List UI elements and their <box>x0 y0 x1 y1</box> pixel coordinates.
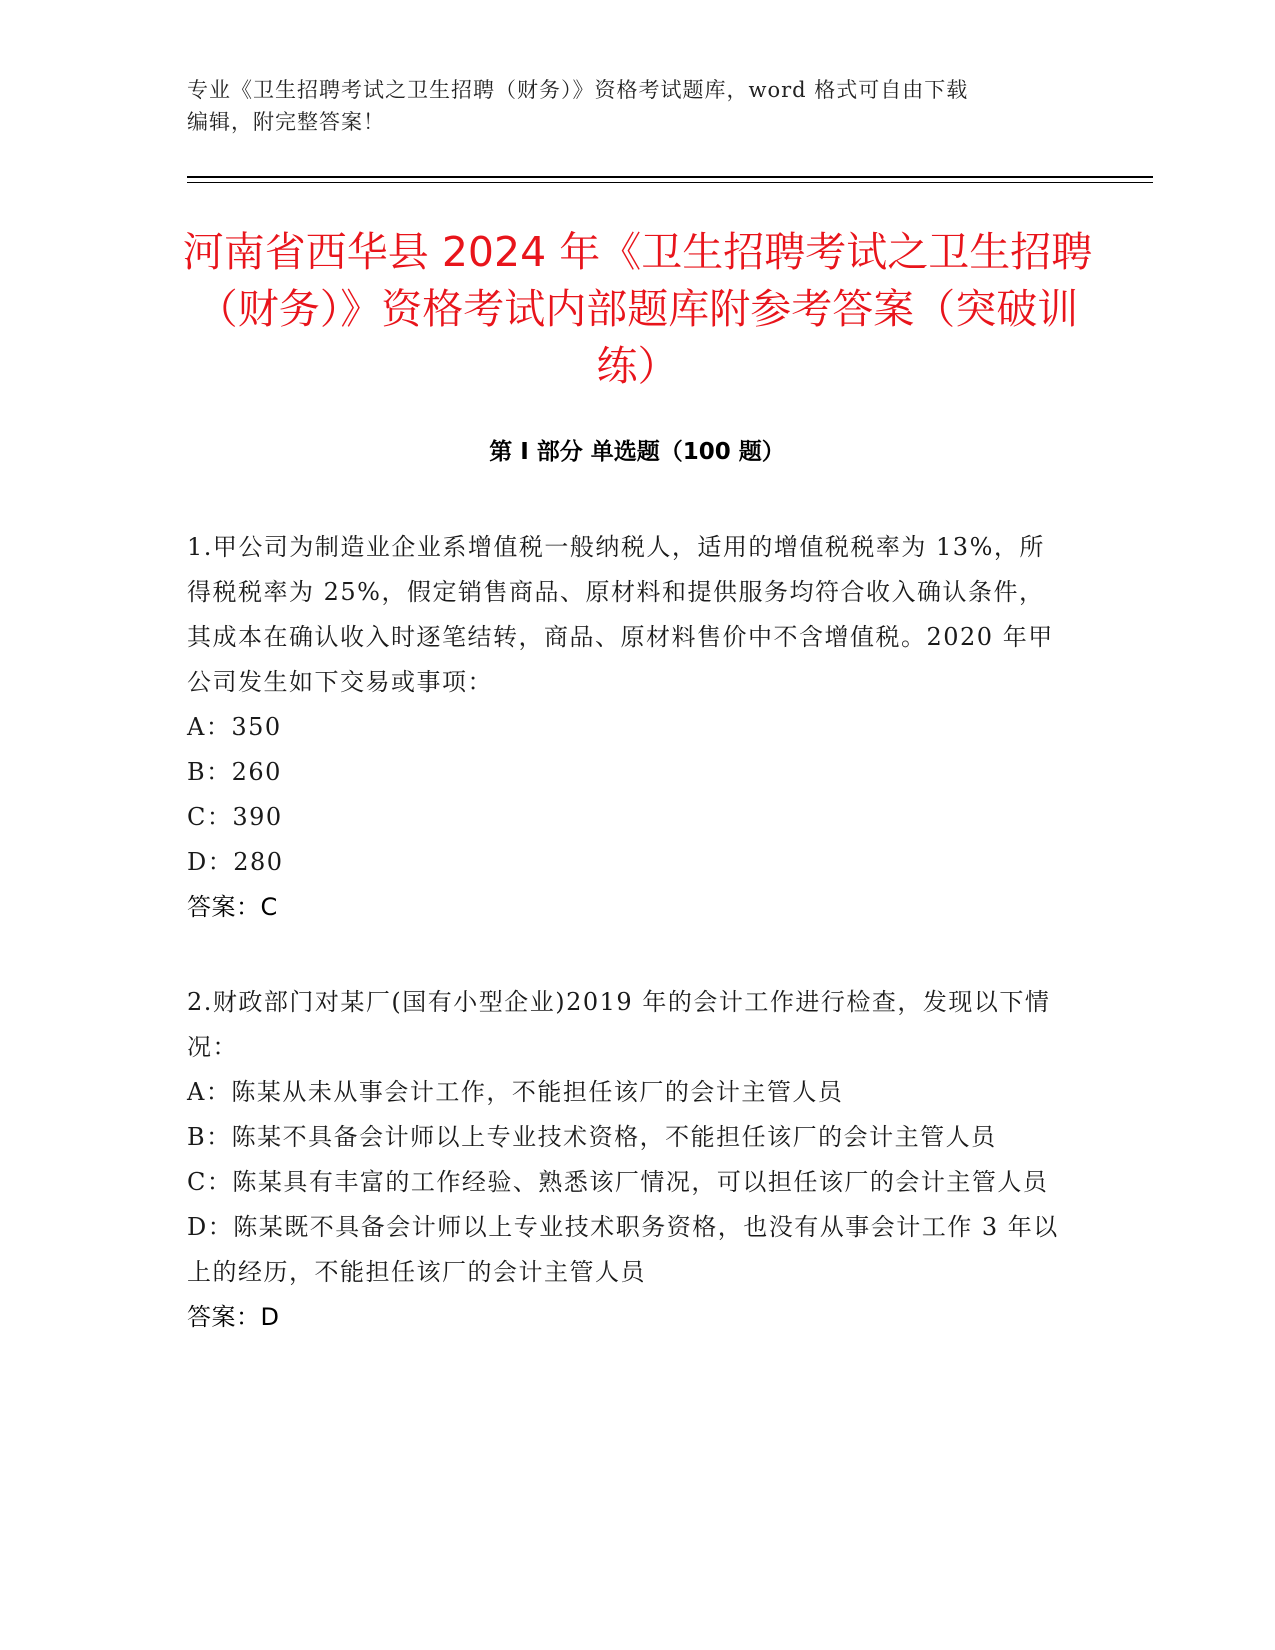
option-c: C：390 <box>187 803 283 831</box>
header-note-line-2: 编辑，附完整答案！ <box>187 110 385 134</box>
option-d: D：陈某既不具备会计师以上专业技术职务资格，也没有从事会计工作 3 年以上的经历，不能担任该厂的会计主管人员 <box>187 1213 1059 1286</box>
question-item <box>187 525 1067 930</box>
question-text: 1.甲公司为制造业企业系增值税一般纳税人，适用的增值税税率为 13%，所得税税率为 25%，假定销售商品、原材料和提供服务均符合收入确认条件，其成本在确认收入时逐笔结转，商品、原材料售价中不含增值税。2020 年甲公司发生如下交易或事项： <box>187 533 1054 696</box>
answer-line: 答案：C <box>187 893 278 921</box>
header-divider-thick <box>187 176 1153 178</box>
option-a: A：陈某从未从事会计工作，不能担任该厂的会计主管人员 <box>187 1078 844 1106</box>
section-heading: 第 I 部分 单选题（100 题） <box>489 439 785 465</box>
header-note-line-1: 专业《卫生招聘考试之卫生招聘（财务）》资格考试题库，word 格式可自由下载 <box>187 78 969 102</box>
option-b: B：260 <box>187 758 282 786</box>
option-b: B：陈某不具备会计师以上专业技术资格，不能担任该厂的会计主管人员 <box>187 1123 997 1151</box>
header-note <box>187 74 1067 138</box>
option-a: A：350 <box>187 713 282 741</box>
option-d: D：280 <box>187 848 284 876</box>
option-c: C：陈某具有丰富的工作经验、熟悉该厂情况，可以担任该厂的会计主管人员 <box>187 1168 1049 1196</box>
header-divider-thin <box>187 182 1153 183</box>
question-text: 2.财政部门对某厂(国有小型企业)2019 年的会计工作进行检查，发现以下情况： <box>187 988 1051 1061</box>
question-item <box>187 980 1067 1340</box>
document-title: 河南省西华县 2024 年《卫生招聘考试之卫生招聘（财务）》资格考试内部题库附参考答案（突破训练） <box>182 228 1093 390</box>
answer-line: 答案：D <box>187 1303 280 1331</box>
